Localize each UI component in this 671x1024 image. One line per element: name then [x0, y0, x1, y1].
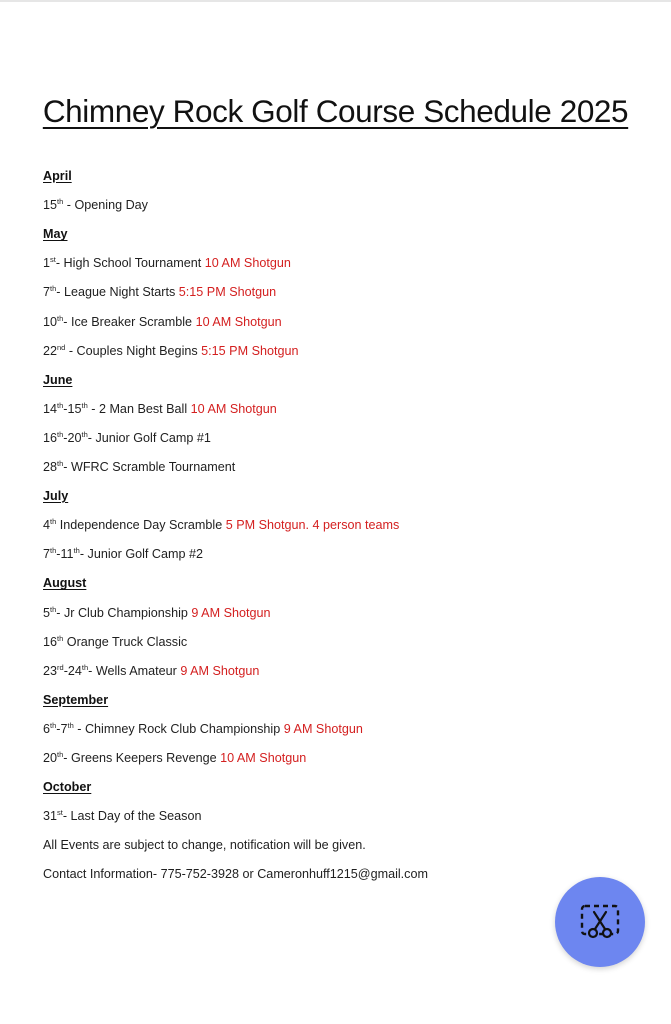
event-name: - Opening Day: [63, 198, 148, 213]
note-label: Contact Information- 775-752-3928 or Cameronhuff1215@gmail.com: [43, 867, 428, 882]
event-date: 16: [43, 634, 58, 649]
event-item: [43, 517, 399, 533]
event-item: [43, 750, 306, 766]
month-label: July: [43, 489, 69, 504]
event-name: - Junior Golf Camp #2: [79, 547, 204, 562]
event-end-date: -24: [63, 663, 82, 678]
event-date: 7: [43, 547, 51, 562]
event-time: 10 AM Shotgun: [195, 314, 282, 329]
event-date: 28: [43, 460, 58, 474]
date-suffix: th: [81, 429, 88, 439]
event-date: 23: [43, 663, 58, 678]
event-item: [43, 430, 211, 446]
note-text: [43, 866, 428, 882]
event-item: [43, 284, 276, 300]
date-suffix: th: [57, 197, 64, 207]
month-label: April: [43, 169, 72, 183]
event-name: Orange Truck Classic: [63, 634, 188, 649]
screenshot-scissors-icon: [578, 900, 622, 944]
event-name: - 2 Man Best Ball: [87, 401, 191, 416]
event-name: - High School Tournament: [55, 256, 205, 271]
event-date: 20: [43, 751, 58, 765]
date-suffix: th: [73, 546, 80, 556]
date-suffix: th: [57, 429, 64, 439]
date-suffix: th: [81, 400, 88, 410]
event-date: 4: [43, 518, 51, 533]
event-name: - Chimney Rock Club Championship: [73, 721, 284, 736]
event-date: 5: [43, 605, 51, 620]
date-suffix: st: [50, 255, 56, 265]
event-name: - Junior Golf Camp #1: [87, 430, 211, 445]
date-suffix: st: [57, 808, 63, 818]
event-date: 15: [43, 198, 58, 213]
month-heading: [43, 575, 86, 591]
event-end-date: -20: [63, 430, 82, 445]
date-suffix: th: [57, 633, 64, 643]
event-item: [43, 808, 201, 824]
event-name: - Last Day of the Season: [62, 809, 202, 824]
date-suffix: th: [50, 720, 57, 730]
event-time: 5 PM Shotgun. 4 person teams: [225, 518, 400, 533]
event-name: - Ice Breaker Scramble: [63, 314, 196, 329]
date-suffix: rd: [57, 662, 64, 672]
event-name: - WFRC Scramble Tournament: [63, 460, 236, 474]
event-time: 9 AM Shotgun: [180, 663, 260, 678]
month-heading: [43, 226, 68, 242]
event-date: 14: [43, 401, 58, 416]
event-time: 5:15 PM Shotgun: [178, 285, 277, 300]
event-end-date: -11: [56, 547, 74, 562]
screenshot-edit-button[interactable]: [555, 877, 645, 967]
date-suffix: nd: [57, 342, 66, 352]
month-label: May: [43, 227, 68, 242]
event-end-date: -15: [63, 401, 82, 416]
month-heading: [43, 488, 68, 504]
event-item: [43, 605, 271, 621]
event-item: [43, 401, 277, 417]
date-suffix: th: [50, 284, 57, 294]
month-label: October: [43, 780, 92, 795]
event-time: 9 AM Shotgun: [283, 721, 363, 736]
event-name: - Couples Night Begins: [65, 343, 202, 358]
event-time: 10 AM Shotgun: [220, 751, 307, 765]
event-time: 5:15 PM Shotgun: [201, 343, 299, 358]
event-date: 16: [43, 430, 58, 445]
date-suffix: th: [57, 400, 64, 410]
event-date: 7: [43, 285, 51, 300]
event-name: - League Night Starts: [56, 285, 179, 300]
event-date: 1: [43, 256, 51, 271]
date-suffix: th: [50, 546, 57, 556]
event-time: 10 AM Shotgun: [204, 256, 291, 271]
date-suffix: th: [81, 662, 89, 672]
note-text: [43, 837, 366, 853]
event-name: - Wells Amateur: [88, 663, 181, 678]
event-date: 6: [43, 721, 51, 736]
event-item: [43, 721, 363, 737]
event-name: Independence Day Scramble: [56, 518, 226, 533]
event-name: - Jr Club Championship: [56, 605, 192, 620]
event-name: - Greens Keepers Revenge: [63, 751, 221, 765]
event-item: [43, 546, 203, 562]
date-suffix: th: [67, 720, 74, 730]
note-label: All Events are subject to change, notification will be given.: [43, 838, 366, 853]
month-label: September: [43, 692, 109, 707]
page-title: Chimney Rock Golf Course Schedule 2025: [42, 93, 629, 129]
event-date: 22: [43, 343, 58, 358]
event-item: [43, 634, 187, 650]
event-date: 31: [43, 809, 58, 824]
event-item: [43, 314, 282, 330]
date-suffix: th: [50, 517, 57, 527]
month-heading: [43, 372, 72, 388]
event-item: [43, 343, 299, 359]
month-heading: [43, 692, 108, 708]
date-suffix: th: [57, 459, 64, 468]
event-end-date: -7: [56, 721, 68, 736]
date-suffix: th: [57, 313, 64, 323]
date-suffix: th: [50, 604, 57, 614]
event-time: 9 AM Shotgun: [191, 605, 271, 620]
month-label: August: [43, 576, 87, 591]
event-item: [43, 459, 235, 475]
month-heading: [43, 168, 72, 184]
month-heading: [43, 779, 91, 795]
event-date: 10: [43, 314, 58, 329]
event-item: [43, 197, 148, 213]
month-label: June: [43, 372, 73, 387]
event-item: [43, 663, 259, 679]
date-suffix: th: [57, 750, 64, 759]
event-item: [43, 255, 291, 271]
event-time: 10 AM Shotgun: [190, 401, 277, 416]
